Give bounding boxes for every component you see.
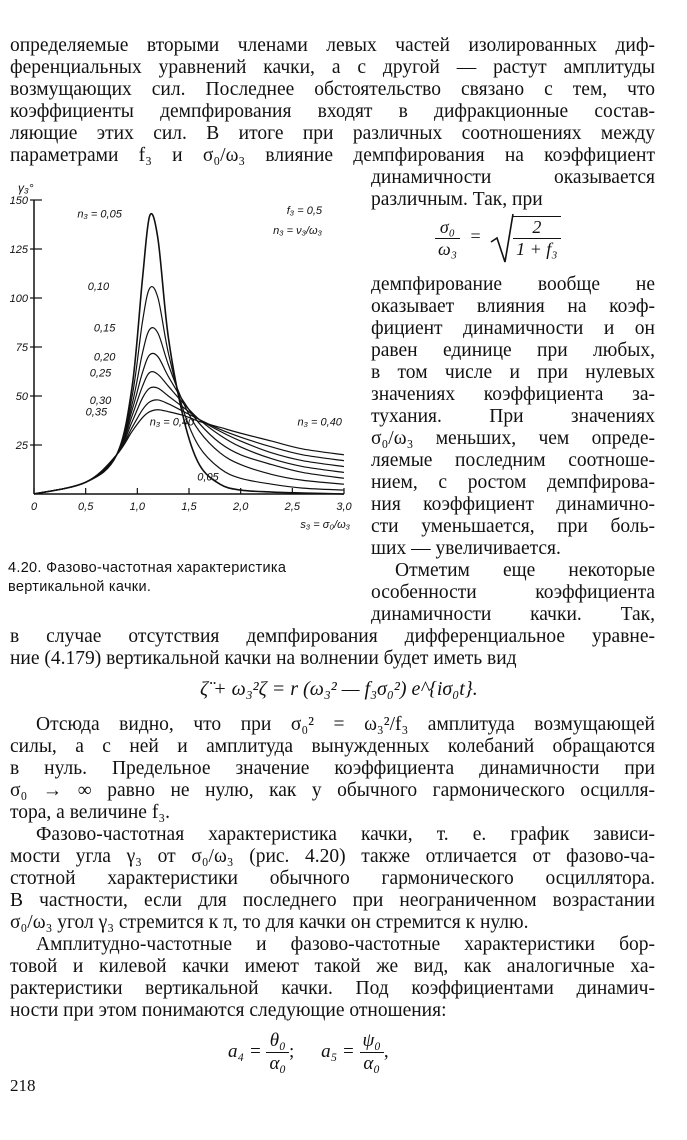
y-tick-label: 100 bbox=[9, 293, 28, 305]
text-line: силы, а с ней и амплитуда вынужденных колебаний обращаются bbox=[10, 736, 655, 757]
x-axis-label: s₃ = σ₀/ω₃ bbox=[300, 519, 350, 531]
text-line: ляемые последним соотноше- bbox=[371, 450, 655, 471]
a4-sep: ; bbox=[289, 1040, 295, 1062]
text-line: товой и килевой качки имеют такой же вид, как аналогичные ха- bbox=[10, 956, 655, 977]
curve-label: 0,35 bbox=[85, 406, 108, 419]
text-line: различным. Так, при bbox=[371, 189, 543, 210]
text-line: динамичности качки. Так, bbox=[371, 604, 655, 625]
formula-lhs-den: ω₃ bbox=[438, 238, 457, 259]
page-number: 218 bbox=[10, 1076, 36, 1095]
a4-num: θ₀ bbox=[266, 1030, 289, 1053]
text-line: возмущающих сил. Последнее обстоятельство связано с тем, что bbox=[10, 79, 655, 100]
curve-label: n₃ = 0,05 bbox=[77, 208, 122, 221]
text-line: значениях коэффициента за- bbox=[371, 384, 655, 405]
a4-lhs: a₄ = bbox=[228, 1040, 262, 1062]
text-line: в случае отсутствия демпфирования дифференциальное уравне- bbox=[10, 626, 655, 647]
text-line: ляющие этих сил. В итоге при различных соотношениях между bbox=[10, 123, 655, 144]
text-line: определяемые вторыми членами левых частей изолированных диф- bbox=[10, 35, 655, 56]
formula-eq: = bbox=[470, 226, 481, 247]
curve-label: 0,25 bbox=[89, 367, 112, 380]
text-line: Фазово-частотная характеристика качки, т. е. график зависи- bbox=[36, 824, 655, 845]
x-tick-label: 3,0 bbox=[336, 501, 352, 513]
text-line: сти уменьшается, при боль- bbox=[371, 516, 655, 537]
text-line: Отметим еще некоторые bbox=[395, 560, 655, 581]
x-tick-label: 0,5 bbox=[78, 501, 94, 513]
y-tick-label: 50 bbox=[15, 391, 28, 403]
x-tick-label: 2,5 bbox=[284, 501, 300, 513]
series-line bbox=[34, 328, 344, 494]
text-line: коэффициенты демпфирования входят в дифракционные состав- bbox=[10, 101, 655, 122]
formula-lhs-num: σ₀ bbox=[435, 217, 460, 239]
formula-rhs-den: 1 + f₃ bbox=[516, 239, 558, 259]
text-line: оказывает влияния на коэф- bbox=[371, 296, 655, 317]
text-line: особенности коэффициента bbox=[371, 582, 655, 603]
text-line: ние (4.179) вертикальной качки на волнении будет иметь вид bbox=[10, 648, 517, 669]
y-tick-label: 125 bbox=[9, 244, 28, 256]
text-line: Амплитудно-частотные и фазово-частотные характеристики бор- bbox=[36, 934, 655, 955]
x-tick-label: 2,0 bbox=[233, 501, 249, 513]
text-line: в нуль. Предельное значение коэффициента динамичности при bbox=[10, 758, 655, 779]
series-line bbox=[34, 214, 344, 494]
y-tick-label: 150 bbox=[9, 195, 28, 207]
text-line: фициент динамичности и он bbox=[371, 318, 655, 339]
curve-label: 0,05 bbox=[197, 471, 219, 484]
text-line: σ₀/ω₃ угол γ₃ стремится к π, то для качки он стремится к нулю. bbox=[10, 912, 529, 933]
series-line bbox=[34, 372, 344, 494]
a5-lhs: a₅ = bbox=[321, 1040, 355, 1062]
text-line: мости угла γ₃ от σ₀/ω₃ (рис. 4.20) также отличается от фазово-ча- bbox=[10, 846, 655, 867]
equation-coefficients bbox=[228, 1030, 389, 1075]
text-line: стотной характеристики обычного гармонического осциллятора. bbox=[10, 868, 655, 889]
a4-den: α₀ bbox=[269, 1053, 287, 1074]
curve-label: n₃ = 0,40 bbox=[297, 416, 342, 429]
text-line: ния коэффициент динамично- bbox=[371, 494, 655, 515]
equation-heave: ζ̈ + ω₃²ζ = r (ω₃² — f₃σ₀²) e^{iσ₀t}. bbox=[200, 678, 478, 700]
text-line: σ₀ → ∞ равно не нулю, как у обычного гармонического осцилля- bbox=[10, 780, 655, 801]
curve-label: n₃ = 0,40 bbox=[149, 416, 195, 429]
curve-label: 0,10 bbox=[87, 281, 110, 294]
legend-n3: n₃ = ν₃/ω₃ bbox=[273, 225, 322, 237]
text-line: σ₀/ω₃ меньших, чем опреде- bbox=[371, 428, 655, 449]
y-tick-label: 75 bbox=[15, 342, 28, 354]
curve-label: 0,30 bbox=[89, 394, 112, 407]
text-line: демпфирование вообще не bbox=[371, 274, 655, 295]
text-line: ших — увеличивается. bbox=[371, 538, 561, 559]
text-line: тора, а величине f₃. bbox=[10, 802, 170, 823]
curve-label: 0,20 bbox=[93, 351, 116, 364]
text-line: в том числе и при нулевых bbox=[371, 362, 655, 383]
phase-frequency-chart bbox=[4, 178, 356, 550]
text-line: В частности, если для последнего при неограниченном возрастании bbox=[10, 890, 655, 911]
text-line: ности при этом понимаются следующие отношения: bbox=[10, 1000, 447, 1021]
text-line: параметрами f₃ и σ₀/ω₃ влияние демпфирования на коэффициент bbox=[10, 145, 655, 166]
x-tick-label: 1,0 bbox=[129, 501, 145, 513]
text-line: Отсюда видно, что при σ₀² = ω₃²/f₃ амплитуда возмущающей bbox=[36, 714, 655, 735]
a5-num: ψ₀ bbox=[360, 1030, 384, 1053]
x-tick-label: 0 bbox=[30, 501, 38, 513]
formula-rhs-num: 2 bbox=[513, 217, 560, 239]
x-tick-label: 1,5 bbox=[181, 501, 197, 513]
text-line: ференциальных уравнений качки, а с другой — растут амплитуды bbox=[10, 57, 655, 78]
figure-caption: 4.20. Фазово-частотная характеристика вертикальной качки. bbox=[8, 560, 287, 595]
a5-den: α₀ bbox=[363, 1053, 380, 1074]
curve-label: 0,15 bbox=[93, 322, 116, 335]
y-tick-label: 25 bbox=[15, 440, 28, 452]
y-axis-label: γ₃° bbox=[18, 181, 34, 195]
text-line: динамичности оказывается bbox=[371, 167, 655, 188]
text-line: тухания. При значениях bbox=[371, 406, 655, 427]
sqrt-sign bbox=[489, 212, 515, 264]
formula-sqrt bbox=[435, 212, 561, 264]
legend-f3: f₃ = 0,5 bbox=[286, 205, 322, 217]
a5-end: , bbox=[383, 1040, 389, 1062]
text-line: равен единице при любых, bbox=[371, 340, 655, 361]
text-line: рактеристики вертикальной качки. Под коэффициентами динамич- bbox=[10, 978, 655, 999]
text-line: нием, с ростом демпфирова- bbox=[371, 472, 655, 493]
series-line bbox=[34, 287, 344, 494]
